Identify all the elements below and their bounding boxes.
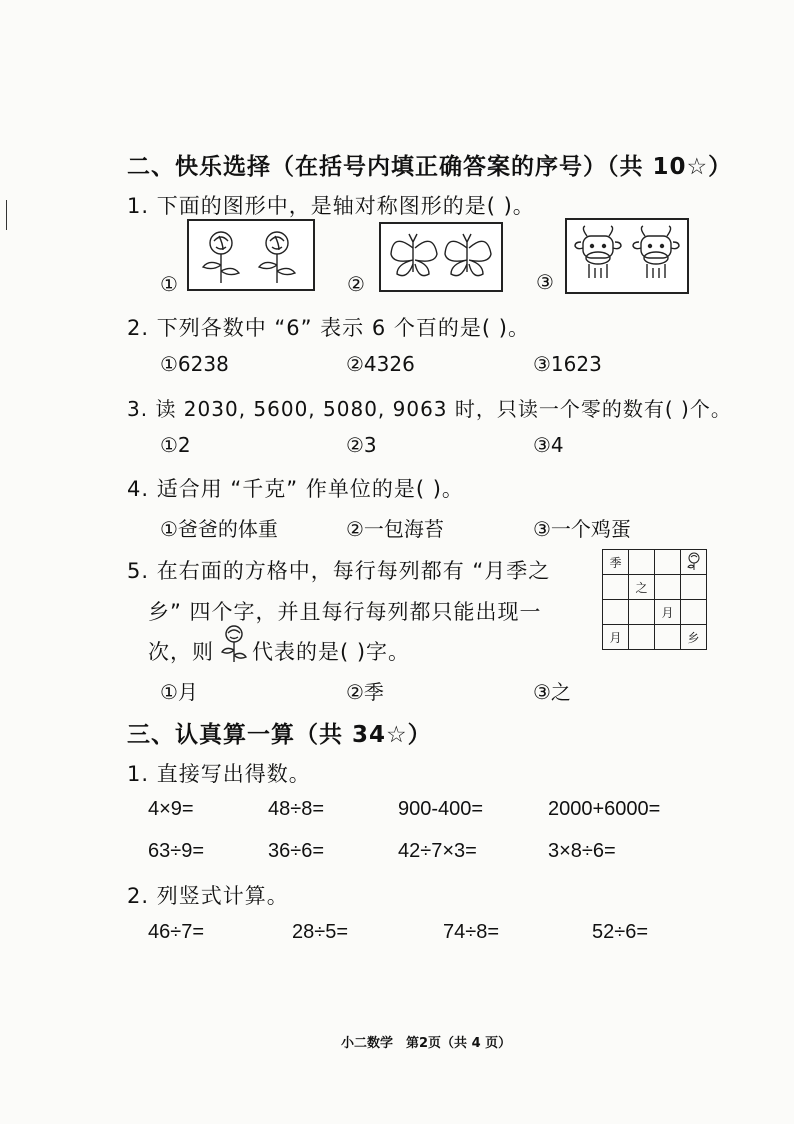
q5-line-3a: 次，则 (148, 640, 214, 664)
q1-option-1-figure (187, 219, 315, 291)
grid-cell: 之 (629, 575, 655, 600)
grid-cell (681, 575, 707, 600)
rose-icon (216, 622, 252, 668)
grid-cell (681, 600, 707, 625)
q4-option-3: ③一个鸡蛋 (533, 517, 631, 541)
butterfly-pair-icon (381, 224, 501, 290)
calc-item: 46÷7= (148, 921, 205, 943)
calc-item: 3×8÷6= (548, 840, 616, 862)
grid-cell (629, 625, 655, 650)
grid-cell-rose (681, 550, 707, 575)
q1-text: 1. 下面的图形中，是轴对称图形的是( )。 (127, 194, 535, 218)
q4-option-1: ①爸爸的体重 (160, 517, 278, 541)
q5-line-3b: 代表的是( )字。 (252, 640, 411, 664)
q4-option-2: ②一包海苔 (346, 517, 444, 541)
p1-heading: 1. 直接写出得数。 (127, 762, 311, 786)
q2-option-1: ①6238 (160, 352, 229, 376)
q1-option-2-label: ② (347, 272, 365, 296)
calc-item: 28÷5= (292, 921, 349, 943)
q2-text: 2. 下列各数中 “6” 表示 6 个百的是( )。 (127, 316, 530, 340)
q5-grid (602, 549, 707, 650)
calc-item: 74÷8= (443, 921, 500, 943)
grid-cell (655, 625, 681, 650)
calc-item: 900-400= (398, 798, 484, 820)
q2-option-2: ②4326 (346, 352, 415, 376)
rose-icon (684, 551, 704, 571)
q1-option-1-label: ① (160, 272, 178, 296)
q4-text: 4. 适合用 “千克” 作单位的是( )。 (127, 477, 464, 501)
q2-option-3: ③1623 (533, 352, 602, 376)
grid-cell (629, 550, 655, 575)
q3-option-1: ①2 (160, 433, 191, 457)
calc-item: 52÷6= (592, 921, 649, 943)
grid-cell: 乡 (681, 625, 707, 650)
calc-item: 2000+6000= (548, 798, 661, 820)
q5-option-3: ③之 (533, 680, 571, 704)
grid-cell: 月 (655, 600, 681, 625)
q5-line-2: 乡” 四个字，并且每行每列都只能出现一 (148, 600, 542, 624)
grid-cell (655, 550, 681, 575)
grid-cell (603, 600, 629, 625)
rose-pair-icon (189, 221, 313, 289)
q5-line-1: 5. 在右面的方格中，每行每列都有 “月季之 (127, 559, 551, 583)
grid-cell (603, 575, 629, 600)
q5-option-2: ②季 (346, 680, 384, 704)
p2-heading: 2. 列竖式计算。 (127, 884, 289, 908)
page-footer: 小二数学 第2页（共 4 页） (341, 1036, 512, 1051)
scan-mark (6, 200, 7, 230)
grid-cell: 季 (603, 550, 629, 575)
q5-option-1: ①月 (160, 680, 198, 704)
section2-title: 二、快乐选择（在括号内填正确答案的序号）（共 10☆） (127, 154, 733, 180)
section3-title: 三、认真算一算（共 34☆） (127, 722, 432, 748)
grid-cell (629, 600, 655, 625)
grid-cell: 月 (603, 625, 629, 650)
q3-option-2: ②3 (346, 433, 377, 457)
q1-option-2-figure (379, 222, 503, 292)
q1-option-3-label: ③ (536, 270, 554, 294)
q1-option-3-figure (565, 218, 689, 294)
q3-option-3: ③4 (533, 433, 564, 457)
cow-face-pair-icon (567, 220, 687, 292)
q3-text: 3. 读 2030, 5600, 5080, 9063 时，只读一个零的数有( )个。 (127, 397, 732, 421)
grid-cell (655, 575, 681, 600)
calc-item: 42÷7×3= (398, 840, 477, 862)
calc-item: 48÷8= (268, 798, 325, 820)
calc-item: 63÷9= (148, 840, 205, 862)
calc-item: 4×9= (148, 798, 194, 820)
calc-item: 36÷6= (268, 840, 325, 862)
